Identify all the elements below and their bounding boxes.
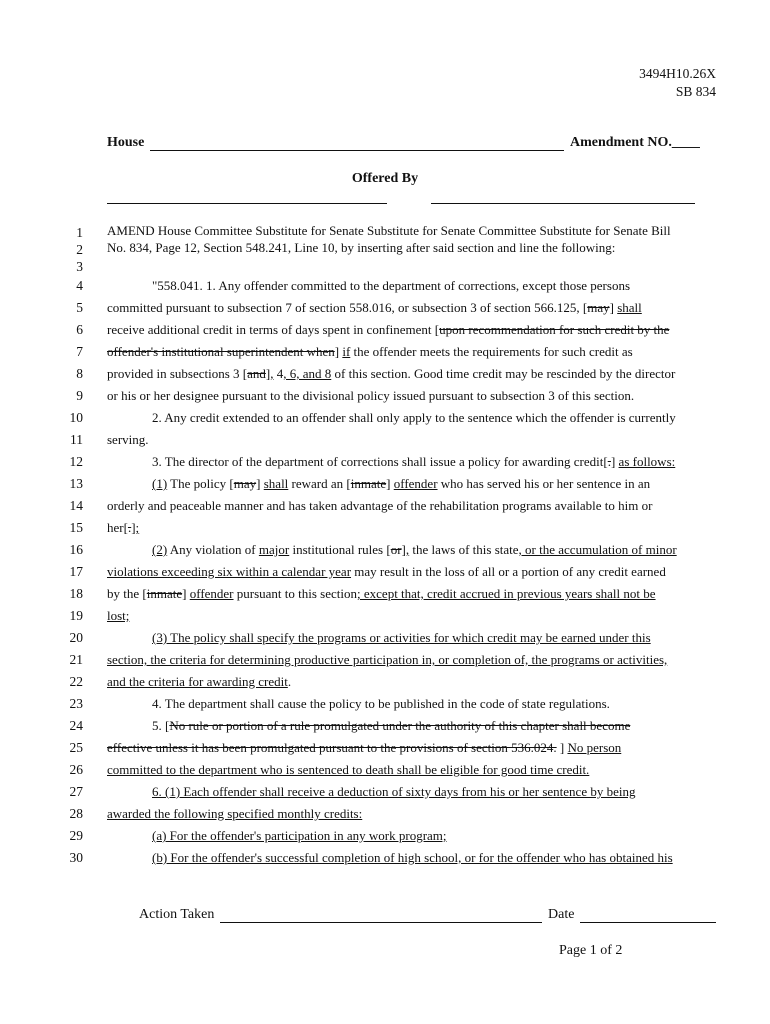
line-text [107,407,719,429]
action-taken-label: Action Taken [139,907,215,922]
inserted-text: (1) [152,476,168,491]
page-number: Page 1 of 2 [559,943,623,958]
text-segment: "558.041. 1. Any offender committed to the department of corrections, except those persons [152,278,630,293]
line-text [107,737,719,759]
text-segment: [ [603,454,608,469]
line-text [107,693,719,715]
line-number: 3 [76,259,83,274]
line-number: 6 [76,322,83,337]
inserted-text: committed to the department who is sentenced to death shall be eligible for good time credit. [107,762,590,777]
text-segment: [ [386,542,391,557]
line-number: 1 [76,225,83,240]
text-segment: [ [346,476,351,491]
line-text [107,275,719,297]
text-segment: 3. The director of the department of corrections shall issue a policy for awarding credit [152,454,604,469]
text-segment: ] [401,542,406,557]
inserted-text: offender [189,586,234,601]
inserted-text: ; [135,520,140,535]
house-label: House [107,135,145,150]
line-text [107,319,719,341]
text-segment: ] [609,300,614,315]
text-segment: receive additional credit in terms of days spent in confinement [107,322,435,337]
deleted-text: . [607,454,611,469]
line-text [107,451,719,473]
text-segment: ] [386,476,394,491]
line-text [107,715,719,737]
text-segment: [ [142,586,147,601]
line-text [107,561,719,583]
line-text [107,473,719,495]
action-taken-line [220,922,542,923]
line-number: 5 [76,300,83,315]
inserted-text: as follows: [618,454,676,469]
line-text [107,239,719,256]
line-text [107,341,719,363]
line-number: 25 [69,740,83,755]
text-segment: ] [556,740,568,755]
line-number: 4 [76,278,83,293]
text-segment: . [287,674,292,689]
deleted-text: or [390,542,402,557]
line-number: 13 [69,476,83,491]
inserted-text: (3) The policy shall specify the programs or activities for which credit may be earned under this [152,630,651,645]
line-number: 22 [69,674,83,689]
line-text [107,297,719,319]
line-text [107,627,719,649]
amendment-number-label: Amendment NO.____ [570,135,700,150]
text-segment: No. 834, Page 12, Section 548.241, Line 10, by inserting after said section and line the following: [107,240,616,255]
text-segment: institutional rules [289,542,387,557]
inserted-text: lost; [107,608,130,623]
document-code: 3494H10.26X [639,66,716,81]
line-text [107,759,719,781]
line-text [107,781,719,803]
text-segment: [ [123,520,128,535]
line-number: 27 [69,784,83,799]
line-number: 30 [69,850,83,865]
text-segment: AMEND House Committee Substitute for Senate Substitute for Senate Committee Substitute for Senate Bill [107,223,671,238]
inserted-text: , [405,542,410,557]
text-segment: the offender meets the requirements for such credit as [350,344,633,359]
line-number: 24 [69,718,83,733]
inserted-text: ; except that, credit accrued in previous years shall not be [357,586,656,601]
inserted-text: shall [617,300,642,315]
text-segment: orderly and peaceable manner and has taken advantage of the rehabilitation programs available to him or [107,498,653,513]
text-segment: may result in the loss of all or a portion of any credit earned [351,564,666,579]
text-segment: [ [582,300,588,315]
inserted-text: , or the accumulation of minor [518,542,677,557]
offered-by-label: Offered By [351,171,419,186]
deleted-text: inmate [146,586,183,601]
line-number: 23 [69,696,83,711]
line-number: 8 [76,366,83,381]
inserted-text: , [270,366,274,381]
line-number: 7 [76,344,83,359]
sponsor-line-left [107,203,387,204]
line-text [107,847,719,869]
house-blank-line [150,150,564,151]
text-segment: provided in subsections 3 [107,366,243,381]
text-segment: ] [256,476,264,491]
line-number: 10 [69,410,83,425]
date-line [580,922,716,923]
inserted-text: if [342,344,351,359]
line-number: 15 [69,520,83,535]
text-segment: Any violation of [167,542,259,557]
text-segment: ] [265,366,271,381]
line-number: 26 [69,762,83,777]
inserted-text: major [258,542,290,557]
sponsor-line-right [431,203,695,204]
text-segment: who has served his or her sentence in an [437,476,651,491]
line-number: 14 [69,498,83,513]
text-segment: ] [182,586,190,601]
text-segment: her [107,520,124,535]
inserted-text: (a) For the offender's participation in any work program; [152,828,447,843]
line-number: 12 [69,454,83,469]
line-number: 28 [69,806,83,821]
bill-number: SB 834 [675,84,716,99]
line-text [107,825,719,847]
inserted-text: 6. (1) Each offender shall receive a deduction of sixty days from his or her sentence by being [152,784,636,799]
text-segment: by the [107,586,143,601]
line-text [107,671,719,693]
line-text [107,517,719,539]
text-segment: ] [131,520,136,535]
inserted-text: section, the criteria for determining productive participation in, or completion of, the programs or activities, [107,652,668,667]
line-text [107,363,719,385]
deleted-text: and [247,366,266,381]
inserted-text: (2) [152,542,168,557]
text-segment: 2. Any credit extended to an offender shall only apply to the sentence which the offender is currently [152,410,676,425]
deleted-text: upon recommendation for such credit by the [439,322,670,337]
inserted-text: violations exceeding six within a calendar year [107,564,352,579]
line-text [107,222,719,239]
line-number: 29 [69,828,83,843]
inserted-text: awarded the following specified monthly credits: [107,806,363,821]
text-segment: [ [434,322,440,337]
text-segment: serving. [107,432,149,447]
inserted-text: shall [263,476,289,491]
line-text [107,583,719,605]
date-label: Date [548,907,575,922]
line-text [107,649,719,671]
line-number: 21 [69,652,83,667]
inserted-text: No person [567,740,622,755]
line-number: 17 [69,564,83,579]
deleted-text: may [587,300,610,315]
deleted-text: may [233,476,257,491]
text-segment: [ [242,366,248,381]
text-segment: The policy [167,476,230,491]
deleted-text: effective unless it has been promulgated pursuant to the provisions of section 536.024. [107,740,557,755]
line-number: 2 [76,242,83,257]
deleted-text: offender's institutional superintendent when [107,344,335,359]
deleted-text: inmate [350,476,387,491]
text-segment: the laws of this state [409,542,519,557]
line-text [107,803,719,825]
text-segment: [ [165,718,170,733]
line-number: 11 [70,432,83,447]
text-segment: pursuant to this section [233,586,358,601]
line-number: 19 [69,608,83,623]
inserted-text: offender [393,476,438,491]
inserted-text: (b) For the offender's successful completion of high school, or for the offender who has obtained his [152,850,673,865]
line-text [107,385,719,407]
line-text [107,495,719,517]
inserted-text: , 6, and 8 [283,366,332,381]
text-segment: ] [610,454,619,469]
line-number: 18 [69,586,83,601]
text-segment: 4. The department shall cause the policy to be published in the code of state regulations. [152,696,610,711]
line-text [107,539,719,561]
line-text [107,429,719,451]
inserted-text: and the criteria for awarding credit [107,674,288,689]
line-number: 9 [76,388,83,403]
text-segment: committed pursuant to subsection 7 of section 558.016, or subsection 3 of section 566.125, [107,300,583,315]
deleted-text: . [127,520,132,535]
line-text [107,605,719,627]
line-number: 20 [69,630,83,645]
text-segment: 5. [152,718,165,733]
text-segment: reward an [288,476,347,491]
line-number: 16 [69,542,83,557]
text-segment: [ [229,476,234,491]
text-segment: 4 [273,366,284,381]
deleted-text: No rule or portion of a rule promulgated under the authority of this chapter shall become [169,718,631,733]
text-segment: or his or her designee pursuant to the divisional policy issued pursuant to subsection 3 of this section. [107,388,635,403]
text-segment: of this section. Good time credit may be rescinded by the director [331,366,676,381]
text-segment: ] [334,344,343,359]
